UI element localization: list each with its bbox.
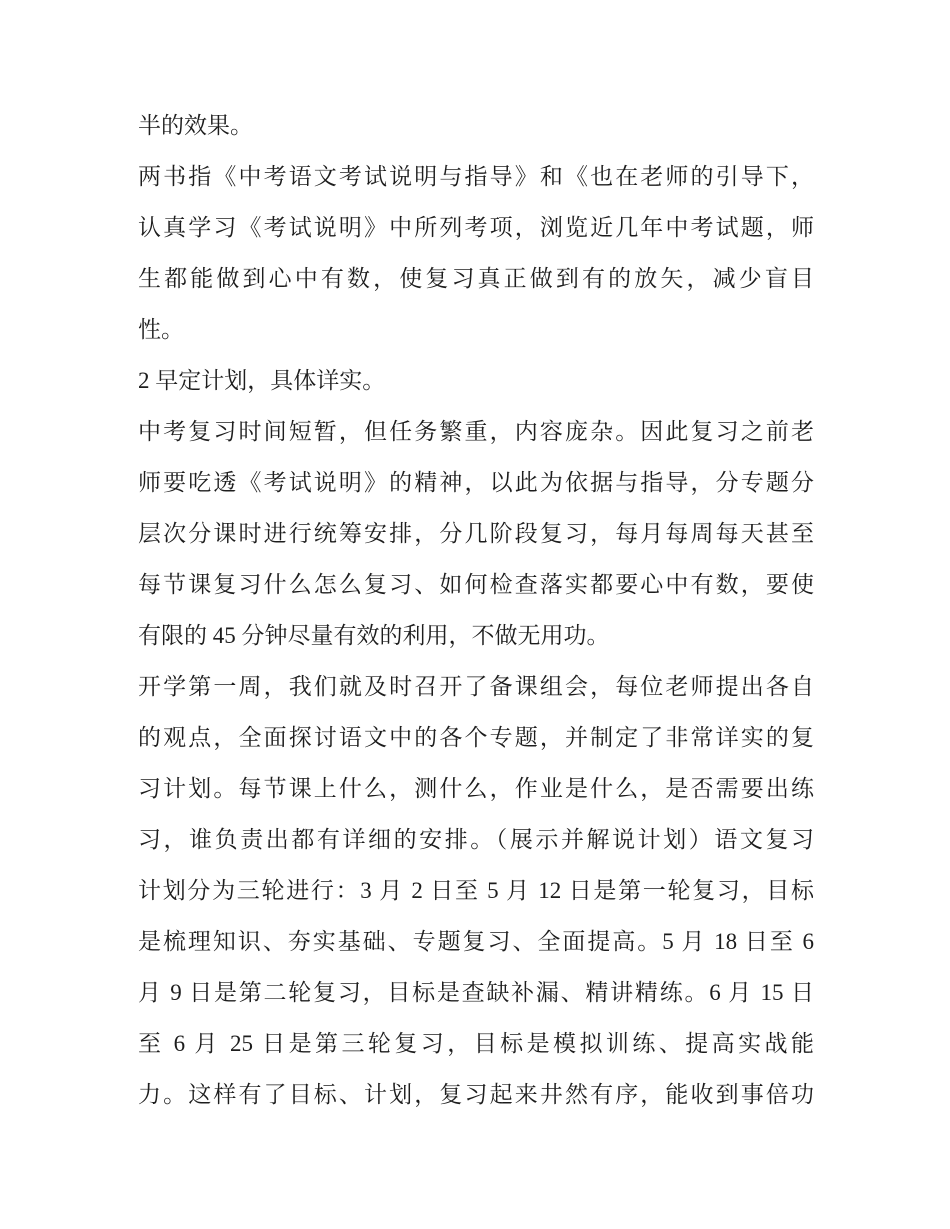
text-line: 两书指《中考语文考试说明与指导》和《也在老师的引导下， [138, 164, 814, 189]
text-line: 性。 [138, 317, 184, 342]
text-line: 半的效果。 [138, 113, 253, 138]
document-text-block [138, 100, 814, 1120]
text-line: 习计划。每节课上什么，测什么，作业是什么，是否需要出练 [138, 776, 814, 801]
text-line: 每节课复习什么怎么复习、如何检查落实都要心中有数，要使 [138, 572, 814, 597]
text-line: 开学第一周，我们就及时召开了备课组会，每位老师提出各自 [138, 674, 814, 699]
text-line: 的观点，全面探讨语文中的各个专题，并制定了非常详实的复 [138, 725, 814, 750]
text-line: 至 6 月 25 日是第三轮复习，目标是模拟训练、提高实战能 [138, 1031, 814, 1056]
text-line: 中考复习时间短暂，但任务繁重，内容庞杂。因此复习之前老 [138, 419, 814, 444]
text-line: 生都能做到心中有数，使复习真正做到有的放矢，减少盲目 [138, 266, 814, 291]
text-line: 有限的 45 分钟尽量有效的利用，不做无用功。 [138, 623, 610, 648]
text-line: 认真学习《考试说明》中所列考项，浏览近几年中考试题，师 [138, 215, 814, 240]
text-line: 计划分为三轮进行：3 月 2 日至 5 月 12 日是第一轮复习，目标 [138, 878, 814, 903]
text-line: 力。这样有了目标、计划，复习起来井然有序，能收到事倍功 [138, 1082, 814, 1107]
text-line: 月 9 日是第二轮复习，目标是查缺补漏、精讲精练。6 月 15 日 [138, 980, 814, 1005]
text-line: 2 早定计划，具体详实。 [138, 368, 386, 393]
text-line: 是梳理知识、夯实基础、专题复习、全面提高。5 月 18 日至 6 [138, 929, 814, 954]
text-line: 师要吃透《考试说明》的精神，以此为依据与指导，分专题分 [138, 470, 814, 495]
text-line: 习，谁负责出都有详细的安排。（展示并解说计划）语文复习 [138, 827, 814, 852]
text-line: 层次分课时进行统筹安排，分几阶段复习，每月每周每天甚至 [138, 521, 814, 546]
